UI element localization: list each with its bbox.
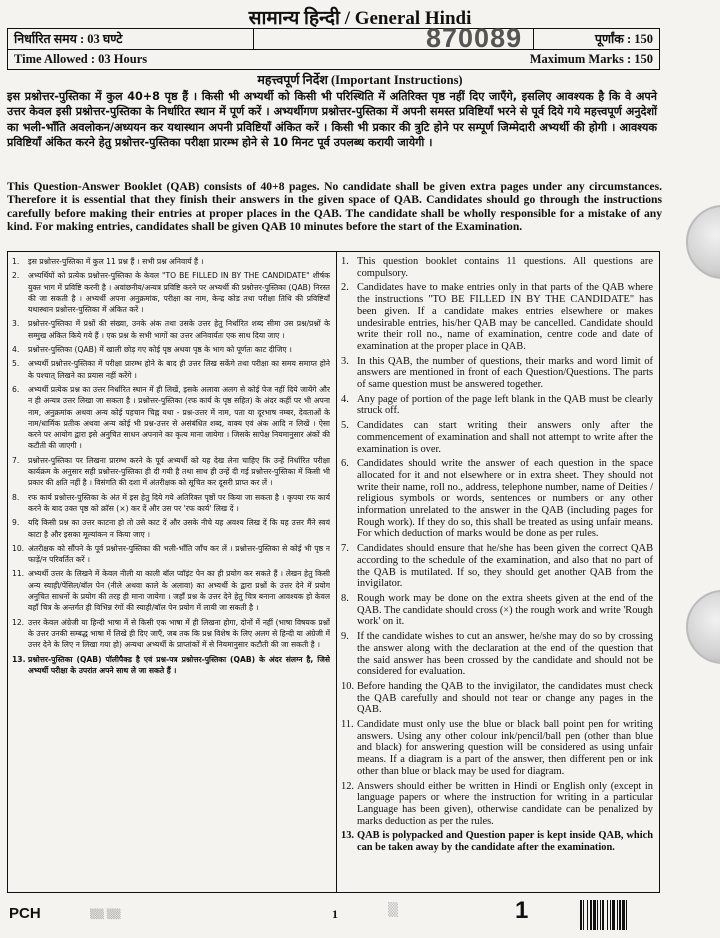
instruction-item bbox=[12, 256, 330, 267]
instruction-item bbox=[12, 270, 330, 315]
intro-english: This Question-Answer Booklet (QAB) consists of 40+8 pages. No candidate shall be given extra pages under any circumstances. Therefore it is essential that they finish their answers in the given space of QAB. Candidates should go through the instructions carefully before making their entries at proper places in the QAB. The candidate shall be wholly responsible for a mistake of any kind. For making entries, candidates shall be given QAB 10 minutes before the start of the Examination. bbox=[7, 180, 662, 233]
divider bbox=[533, 29, 534, 49]
instruction-number: 1. bbox=[341, 256, 349, 267]
instruction-text: उत्तर केवल अंग्रेजी या हिन्दी भाषा में से किसी एक भाषा में ही लिखना होगा, दोनों में नहीं (भाषा विषयक प्रश्नों के उत्तर उनकी सम्बद्ध भाषा में लिखे ही दिए जाएँ, जब तक कि प्रश्न विशेष के लिए अलग से हिन्दी या अंग्रेजी में उत्तर देने के लिए न लिखा गया हो) अन्यथा अभ्यर्थी के प्राप्तांकों में से नियमानुसार कटौती की जा सकती है । bbox=[28, 617, 330, 650]
booklet-serial-number: 1 bbox=[515, 897, 529, 924]
barcode-bar bbox=[580, 900, 582, 930]
instruction-item bbox=[341, 830, 653, 853]
instruction-text: अभ्यर्थी प्रश्नोत्तर-पुस्तिका में परीक्षा प्रारम्भ होने के बाद ही उत्तर लिख सकेंगे तथा परीक्षा का समय समाप्त होने के पश्चात् लिखने का प्रयास नहीं करेंगे । bbox=[28, 359, 330, 380]
instruction-text: इस प्रश्नोत्तर-पुस्तिका में कुल 11 प्रश्न हैं । सभी प्रश्न अनिवार्य हैं । bbox=[28, 257, 204, 266]
instruction-item bbox=[341, 781, 653, 828]
max-marks-english: Maximum Marks : 150 bbox=[529, 52, 653, 66]
instruction-number: 1. bbox=[12, 257, 20, 266]
exam-info-row-hindi bbox=[8, 23, 659, 53]
instruction-text: Rough work may be done on the extra sheets given at the end of the QAB. The candidate should cross (×) the rough work and write 'Rough work' on it. bbox=[357, 592, 653, 628]
instructions-box bbox=[7, 251, 660, 893]
instruction-number: 12. bbox=[341, 780, 354, 792]
booklet-code: 870089 bbox=[426, 23, 523, 53]
barcode-bar bbox=[600, 900, 601, 930]
barcode-icon bbox=[580, 900, 652, 930]
instruction-item bbox=[12, 492, 330, 515]
binding-seal-decoration bbox=[686, 205, 720, 279]
barcode-bar bbox=[622, 900, 625, 930]
barcode-bar bbox=[587, 900, 588, 930]
instruction-number: 2. bbox=[341, 282, 349, 294]
instruction-number: 8. bbox=[341, 592, 349, 604]
instruction-text: रफ कार्य प्रश्नोत्तर-पुस्तिका के अंत में इस हेतु दिये गये अतिरिक्त पृष्ठों पर किया जा सकता है । कृपया रफ कार्य करने के बाद उक्त पृष्ठ को क्रॉस (×) कर दें और उस पर 'रफ कार्य' लिख दें । bbox=[28, 492, 330, 513]
instruction-text: QAB is polypacked and Question paper is kept inside QAB, which can be taken away by the candidate after the examination. bbox=[357, 830, 653, 854]
barcode-bar bbox=[602, 900, 604, 930]
instruction-item bbox=[12, 344, 330, 355]
faint-stamp-mark: ▒▒ ▒▒ bbox=[90, 910, 121, 920]
instruction-number: 4. bbox=[341, 393, 349, 405]
instruction-item bbox=[341, 256, 653, 279]
exam-info-box bbox=[7, 23, 660, 70]
instruction-number: 10. bbox=[12, 543, 25, 553]
instruction-text: अभ्यर्थियों को प्रत्येक प्रश्नोत्तर-पुस्तिका के केवल "TO BE FILLED IN BY THE CANDIDATE" शीर्षक युक्त भाग में प्रविष्टि करनी है । अवांछनीय/अन्यत्र प्रविष्टि करने पर अभ्यर्थी की प्रश्नोत्तर-पुस्तिका (QAB) निरस्त की जा सकती है । अभ्यर्थी अपना अनुक्रमांक, परीक्षा का नाम, केन्द्र कोड तथा परीक्षा तिथि की प्रविष्टियाँ यथास्थान प्रश्नोत्तर-पुस्तिका में अंकित करें । bbox=[28, 271, 330, 315]
instruction-number: 8. bbox=[12, 492, 20, 502]
exam-info-row-english bbox=[8, 49, 659, 69]
instruction-number: 13. bbox=[341, 830, 354, 842]
instruction-number: 5. bbox=[12, 359, 20, 369]
instruction-item bbox=[341, 458, 653, 540]
instruction-text: Any page of portion of the page left blank in the QAB must be clearly struck off. bbox=[357, 393, 653, 417]
instruction-text: In this QAB, the number of questions, their marks and word limit of answers are mentioned in front of each Question/Questions. The parts of same question must be answered together. bbox=[357, 355, 653, 391]
instruction-text: Candidates should write the answer of each question in the space allocated for it and not elsewhere or in extra sheet. They should not write their name, roll no., address, telephone number, name of Deities / religious symbols or words, sentences or numbers or any other information unrelated to the answer in the QAB (including pages for Rough work). If they do so, this shall be treated as using unfair means. For which deduction of marks would be done as per rules. bbox=[357, 458, 653, 540]
footer-code: PCH bbox=[9, 905, 41, 922]
instruction-text: यदि किसी प्रश्न का उत्तर काटना हो तो उसे काट दें और उसके नीचे यह अवश्य लिख दें कि यह उत्तर मैंने स्वयं काटा है और इसका मूल्यांकन न किया जाए । bbox=[28, 518, 330, 539]
instruction-number: 9. bbox=[12, 518, 20, 528]
instruction-item bbox=[12, 654, 330, 677]
time-allowed-hindi: निर्धारित समय : 03 घण्टे bbox=[14, 32, 123, 46]
instruction-number: 13. bbox=[12, 654, 26, 664]
instruction-item bbox=[341, 356, 653, 391]
instruction-text: प्रश्नोत्तर-पुस्तिका पर लिखना प्रारम्भ करने के पूर्व अभ्यर्थी को यह देख लेना चाहिए कि उन्हें निर्धारित परीक्षा कार्यक्रम के अनुसार सही प्रश्नोत्तर-पुस्तिका ही दी गयी है तथा साथ ही उन्हें दी गई प्रश्नोत्तर-पुस्तिका में किसी भी प्रकार की क्षति नहीं है । विसंगति की दशा में अंतरीक्षक को सूचित कर दूसरी प्राप्त कर लें । bbox=[28, 455, 330, 488]
instruction-item bbox=[12, 617, 330, 651]
instruction-text: Answers should either be written in Hindi or English only (except in language papers or where the instruction for writing in a particular Language has been given), otherwise candidate can be penalized by marks deduction as per the rules. bbox=[357, 780, 653, 827]
barcode-bar bbox=[590, 900, 592, 930]
divider bbox=[253, 29, 254, 49]
column-divider bbox=[336, 252, 337, 892]
instruction-item bbox=[341, 719, 653, 778]
barcode-bar bbox=[617, 900, 618, 930]
intro-hindi: इस प्रश्नोत्तर-पुस्तिका में कुल 40+8 पृष्ठ हैं । किसी भी अभ्यर्थी को किसी भी परिस्थिति में अतिरिक्त पृष्ठ नहीं दिए जाएँगे, इसलिए आवश्यक है कि वे अपने उत्तर केवल इसी प्रश्नोत्तर-पुस्तिका के निर्धारित स्थान में पूर्ण करें । अभ्यर्थीगण प्रश्नोत्तर-पुस्तिका में अपनी समस्त प्रविष्टियाँ भरने से पूर्व दिये गये महत्त्वपूर्ण अनुदेशों का भली-भाँति अवलोकन/अध्ययन कर यथास्थान अपनी प्रविष्टियाँ अंकित करें । किसी भी प्रकार की त्रुटि होने पर सम्पूर्ण जिम्मेदारी अभ्यर्थी की होगी । आवश्यक प्रविष्टियाँ अंकित करने हेतु प्रश्नोत्तर-पुस्तिका परीक्षा प्रारम्भ होने से 10 मिनट पूर्व उपलब्ध करायी जायेगी । bbox=[7, 90, 657, 149]
instruction-item bbox=[341, 394, 653, 417]
instruction-number: 2. bbox=[12, 271, 20, 281]
instruction-text: अभ्यर्थी प्रत्येक प्रश्न का उत्तर निर्धारित स्थान में ही लिखें, इसके अलावा अलग से कोई पेज नहीं दिये जायेंगे और न ही अन्यत्र उत्तर लिखा जा सकता है । प्रश्नोत्तर-पुस्तिका (रफ कार्य के पृष्ठ सहित) के अंदर कहीं पर भी अपना नाम, अनुक्रमांक अथवा अन्य कोई पहचान चिह्न यथा - प्रश्न-उत्तर में नाम, पता या दूरभाष नम्बर, देवताओं के नाम/धार्मिक प्रतीक अथवा अन्य कोई भी प्रश्न-उत्तर से असंबंधित शब्द, वाक्य एवं अंक आदि न लिखें । ऐसा करने पर आयोग द्वारा इसे अनुचित साधन अपनाने का कृत्य माना जायेगा । जिसके सापेक्ष नियमानुसार अंकों की कटौती की जाएगी । bbox=[28, 384, 330, 451]
instruction-item bbox=[12, 517, 330, 540]
instruction-number: 7. bbox=[341, 543, 349, 555]
instruction-text: Candidates can start writing their answers only after the commencement of examination and shall not attempt to write after the examination is over. bbox=[357, 420, 653, 455]
binding-seal-decoration bbox=[686, 590, 720, 664]
instruction-item bbox=[341, 631, 653, 678]
instruction-number: 6. bbox=[12, 384, 20, 394]
barcode-bar bbox=[626, 900, 627, 930]
instruction-number: 6. bbox=[341, 458, 349, 470]
instruction-item bbox=[12, 543, 330, 566]
barcode-bar bbox=[607, 900, 608, 930]
instruction-item bbox=[341, 543, 653, 590]
instruction-number: 7. bbox=[12, 455, 20, 465]
instruction-text: This question booklet contains 11 questions. All questions are compulsory. bbox=[357, 256, 653, 279]
instruction-item bbox=[341, 420, 653, 455]
instruction-text: प्रश्नोत्तर-पुस्तिका (QAB) में खाली छोड़ गए कोई पृष्ठ अथवा पृष्ठ के भाग को पूर्णतः काट दीजिए । bbox=[28, 345, 292, 355]
instruction-item bbox=[12, 318, 330, 341]
instruction-text: Candidates have to make entries only in that parts of the QAB where the instructions "TO BE FILLED IN BY THE CANDIDATE" has been given. If a candidate makes entries elsewhere or makes undesirable entries, his/her QAB may be cancelled. Candidate should write their roll no., name of examination, centre code and date of examination at the proper place in QAB. bbox=[357, 282, 653, 352]
instruction-item bbox=[12, 358, 330, 381]
barcode-bar bbox=[619, 900, 621, 930]
instruction-text: अंतरीक्षक को सौंपने के पूर्व प्रश्नोत्तर-पुस्तिका की भली-भाँति जाँच कर लें । प्रश्नोत्तर-पुस्तिका से कोई भी पृष्ठ न फाड़ें/न परिवर्तित करें । bbox=[28, 543, 330, 565]
faint-print-mark: ▒ bbox=[388, 903, 398, 918]
barcode-bar bbox=[597, 900, 598, 930]
instruction-number: 11. bbox=[341, 719, 354, 731]
instruction-item bbox=[12, 568, 330, 613]
instruction-text: If the candidate wishes to cut an answer, he/she may do so by crossing the answer along with the declaration at the end of the question that the said answer has been crossed by the candidate and should not be considered for evaluation. bbox=[357, 631, 653, 678]
instruction-number: 4. bbox=[12, 345, 20, 355]
instruction-text: प्रश्नोत्तर-पुस्तिका (QAB) पॉलीपैक्ड है एवं प्रश्न-पत्र प्रश्नोत्तर-पुस्तिका (QAB) के अंदर संलग्न है, जिसे अभ्यर्थी परीक्षा के उपरांत अपने साथ ले जा सकते हैं । bbox=[28, 654, 330, 675]
paper-title: सामान्य हिन्दी / General Hindi bbox=[248, 8, 472, 29]
instruction-item bbox=[341, 593, 653, 628]
hindi-instructions-column bbox=[12, 256, 330, 679]
english-instructions-column bbox=[341, 256, 653, 857]
instruction-number: 3. bbox=[341, 355, 349, 367]
instruction-number: 12. bbox=[12, 617, 25, 627]
instruction-text: प्रश्नोत्तर-पुस्तिका में प्रश्नों की संख्या, उनके अंक तथा उसके उत्तर हेतु निर्धारित शब्द सीमा उस प्रश्न/प्रश्नों के सम्मुख अंकित किये गये हैं । एक प्रश्न के सभी भागों का उत्तर अनिवार्यतः एक साथ दिया जाए । bbox=[28, 319, 330, 340]
instruction-text: अभ्यर्थी उत्तर के लिखने में केवल नीली या काली बॉल प्वॉइंट पेन का ही प्रयोग कर सकते हैं । लेखन हेतु किसी अन्य स्याही/पेंसिल/बॉल पेन (नीले अथवा काले के अलावा) का अभ्यर्थी के द्वारा प्रश्नों के उत्तर देने में प्रयोग अनुचित साधनों के प्रयोग की तरह ही माना जायेगा । जहाँ प्रश्न के उत्तर देने हेतु चित्र बनाना आवश्यक हो केवल वहाँ चित्र के अन्तर्गत ही विभिन्न रंगों की स्याही/बॉल पेन प्रयोग में लायी जा सकती है । bbox=[28, 569, 330, 613]
barcode-bar bbox=[610, 900, 611, 930]
instruction-item bbox=[12, 455, 330, 489]
instruction-text: Candidates should ensure that he/she has been given the correct QAB according to the schedule of the examination, and also that no part of the QAB is mutilated. If so, they should get another QAB from the invigilator. bbox=[357, 543, 653, 590]
instruction-number: 9. bbox=[341, 631, 349, 643]
instruction-item bbox=[341, 282, 653, 352]
barcode-bar bbox=[593, 900, 596, 930]
time-allowed-english: Time Allowed : 03 Hours bbox=[14, 52, 148, 66]
important-instructions-heading: महत्त्वपूर्ण निर्देश (Important Instructions) bbox=[257, 73, 463, 87]
page-number: 1 bbox=[332, 907, 338, 921]
instruction-number: 5. bbox=[341, 420, 349, 432]
barcode-bar bbox=[583, 900, 584, 930]
instruction-item bbox=[12, 384, 330, 452]
instruction-text: Candidate must only use the blue or black ball point pen for writing answers. Using any other colour ink/pencil/ball pen (other than blue and black) for answering question will be considered as using unfair means. If a diagram is a part of the answer, then different pen or ink other than blue or black may be used for diagram. bbox=[357, 719, 653, 777]
max-marks-hindi: पूर्णांक : 150 bbox=[594, 32, 653, 46]
instruction-number: 10. bbox=[341, 680, 354, 692]
instruction-number: 3. bbox=[12, 319, 20, 329]
instruction-text: Before handing the QAB to the invigilator, the candidates must check the QAB carefully and should not tear or change any pages in the QAB. bbox=[357, 680, 653, 716]
instruction-item bbox=[341, 681, 653, 716]
barcode-bar bbox=[612, 900, 615, 930]
instruction-number: 11. bbox=[12, 569, 25, 579]
